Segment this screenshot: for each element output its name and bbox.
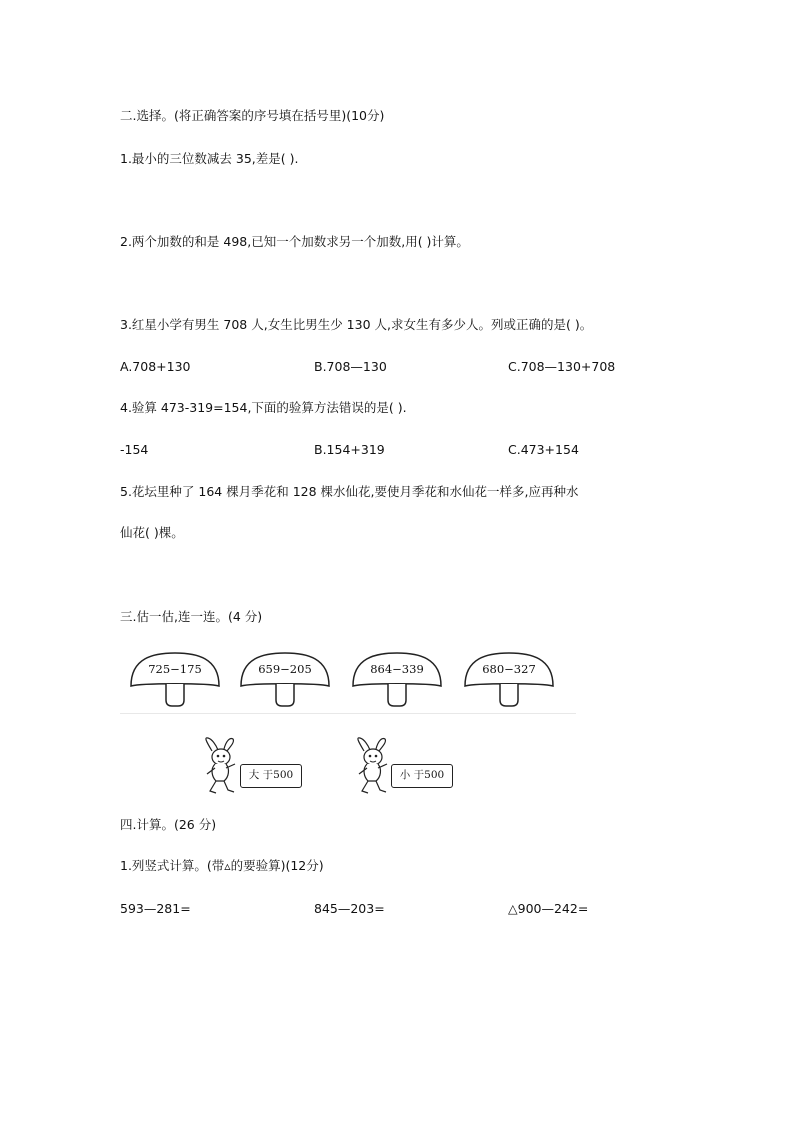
rabbit-icon [202,737,240,795]
section3-heading: 三.估一估,连一连。(4 分) [120,609,263,624]
q4-option-c: C.473+154 [508,442,579,457]
mushroom-1 [128,650,222,708]
mushroom-expression: 864−339 [370,662,424,676]
estimate-matching-figure [120,645,576,795]
mushroom-expression: 659−205 [258,662,312,676]
q3-option-a: A.708+130 [120,359,191,374]
question-5-line1: 5.花坛里种了 164 棵月季花和 128 棵水仙花,要使月季花和水仙花一样多,应再种水 [120,484,579,499]
section4-heading: 四.计算。(26 分) [120,817,217,832]
mushroom-expression: 725−175 [148,662,202,676]
calc-problem-1: 593—281= [120,901,191,916]
q4-option-a: -154 [120,442,149,457]
label-less-than-500: 小 于500 [391,764,453,788]
q3-option-b: B.708—130 [314,359,387,374]
question-3: 3.红星小学有男生 708 人,女生比男生少 130 人,求女生有多少人。列或正确的是( )。 [120,317,593,332]
label-greater-than-500: 大 于500 [240,764,302,788]
section2-heading: 二.选择。(将正确答案的序号填在括号里)(10分) [120,108,385,123]
calc-problem-2: 845—203= [314,901,385,916]
question-2: 2.两个加数的和是 498,已知一个加数求另一个加数,用( )计算。 [120,234,469,249]
q3-option-c: C.708—130+708 [508,359,616,374]
mushroom-expression: 680−327 [482,662,536,676]
mushroom-3 [350,650,444,708]
question-5-line2: 仙花( )棵。 [120,525,184,540]
question-4: 4.验算 473-319=154,下面的验算方法错误的是( ). [120,400,407,415]
ground-line [120,713,576,714]
q4-option-b: B.154+319 [314,442,385,457]
calc-problem-3: △900—242= [508,901,589,916]
question-1: 1.最小的三位数减去 35,差是( ). [120,151,299,166]
mushroom-2 [238,650,332,708]
rabbit-icon [354,737,392,795]
mushroom-4 [462,650,556,708]
section4-subheading: 1.列竖式计算。(带▵的要验算)(12分) [120,858,324,873]
